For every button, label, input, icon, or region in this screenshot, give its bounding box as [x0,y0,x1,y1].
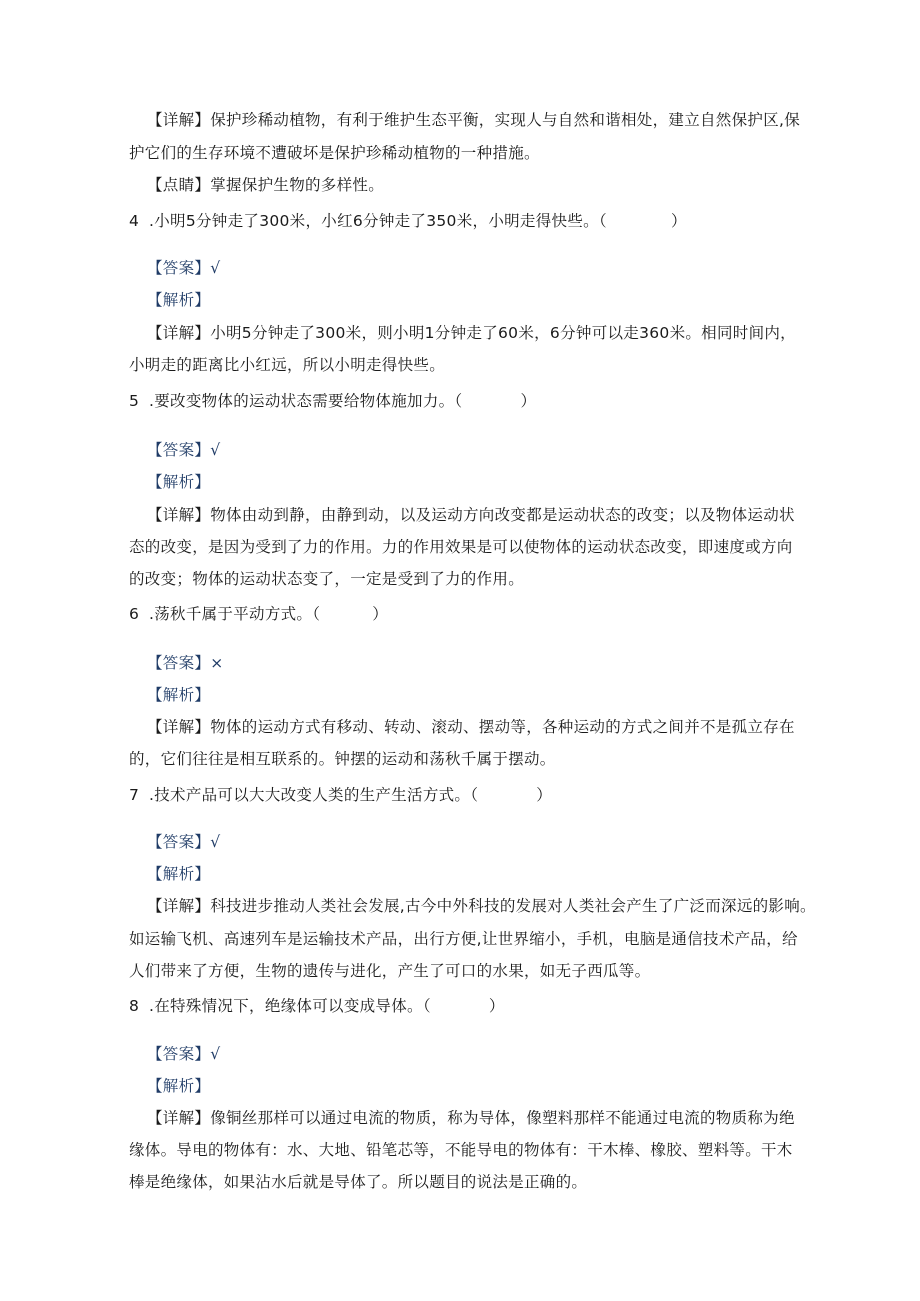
question-number: 5 [129,392,140,410]
analysis-7 [147,864,210,884]
question-text: .要改变物体的运动状态需要给物体施加力。（ [149,392,463,410]
detail-7-line-2: 如运输飞机、高速列车是运输技术产品，出行方便,让世界缩小，手机，电脑是通信技术产品，给 [129,930,798,948]
question-close-paren: ） [520,392,537,410]
question-close-paren: ） [670,212,687,230]
answer-7 [147,832,220,852]
detail-top-line-1: 【详解】保护珍稀动植物，有利于维护生态平衡，实现人与自然和谐相处，建立自然保护区,保 [147,111,801,129]
analysis-4 [147,290,210,310]
analysis-8 [147,1076,210,1096]
detail-6-line-2: 的，它们往往是相互联系的。钟摆的运动和荡秋千属于摆动。 [129,750,556,768]
question-8 [129,996,505,1016]
detail-5-line-2: 态的改变，是因为受到了力的作用。力的作用效果是可以使物体的运动状态改变，即速度或方向 [129,538,793,556]
detail-top-line-2: 护它们的生存环境不遭破坏是保护珍稀动植物的一种措施。 [129,144,540,162]
answer-6 [147,653,224,673]
question-number: 7 [129,786,140,804]
analysis-text: 【解析】 [147,865,211,883]
detail-4-line-2: 小明走的距离比小红远，所以小明走得快些。 [129,356,446,374]
analysis-6 [147,685,210,705]
detail-8-line-2: 缘体。导电的物体有：水、大地、铅笔芯等，不能导电的物体有：干木棒、橡胶、塑料等。干木 [129,1141,793,1159]
answer-text: 【答案】× [147,654,224,672]
question-text: .技术产品可以大大改变人类的生产生活方式。（ [149,786,479,804]
analysis-text: 【解析】 [147,473,211,491]
question-text: .荡秋千属于平动方式。（ [149,605,321,623]
question-number: 6 [129,605,140,623]
detail-5-line-1: 【详解】物体由动到静，由静到动，以及运动方向改变都是运动状态的改变；以及物体运动状 [147,506,795,524]
question-4 [129,211,687,231]
detail-8-line-3: 棒是绝缘体，如果沾水后就是导体了。所以题目的说法是正确的。 [129,1173,588,1191]
analysis-5 [147,472,210,492]
question-7 [129,785,552,805]
detail-5-line-3: 的改变；物体的运动状态变了，一定是受到了力的作用。 [129,570,525,588]
question-text: .在特殊情况下，绝缘体可以变成导体。（ [149,997,431,1015]
point-line: 【点睛】掌握保护生物的多样性。 [147,176,385,194]
analysis-text: 【解析】 [147,291,211,309]
question-close-paren: ） [488,997,505,1015]
question-5 [129,391,536,411]
question-number: 8 [129,997,140,1015]
answer-text: 【答案】√ [147,441,221,459]
answer-5 [147,440,220,460]
answer-4 [147,258,220,278]
answer-text: 【答案】√ [147,1045,221,1063]
detail-7-line-1: 【详解】科技进步推动人类社会发展,古今中外科技的发展对人类社会产生了广泛而深远的影响。 [147,897,816,915]
question-text: .小明5分钟走了300米，小红6分钟走了350米，小明走得快些。（ [149,212,607,230]
detail-6-line-1: 【详解】物体的运动方式有移动、转动、滚动、摆动等，各种运动的方式之间并不是孤立存在 [147,718,795,736]
detail-4-line-1: 【详解】小明5分钟走了300米，则小明1分钟走了60米，6分钟可以走360米。相同时间内， [147,324,796,342]
analysis-text: 【解析】 [147,686,211,704]
detail-8-line-1: 【详解】像铜丝那样可以通过电流的物质，称为导体，像塑料那样不能通过电流的物质称为绝 [147,1109,795,1127]
analysis-text: 【解析】 [147,1077,211,1095]
answer-8 [147,1044,220,1064]
question-6 [129,604,388,624]
question-close-paren: ） [372,605,389,623]
detail-7-line-3: 人们带来了方便，生物的遗传与进化，产生了可口的水果，如无子西瓜等。 [129,962,651,980]
question-number: 4 [129,212,140,230]
question-close-paren: ） [536,786,553,804]
answer-text: 【答案】√ [147,259,221,277]
answer-text: 【答案】√ [147,833,221,851]
